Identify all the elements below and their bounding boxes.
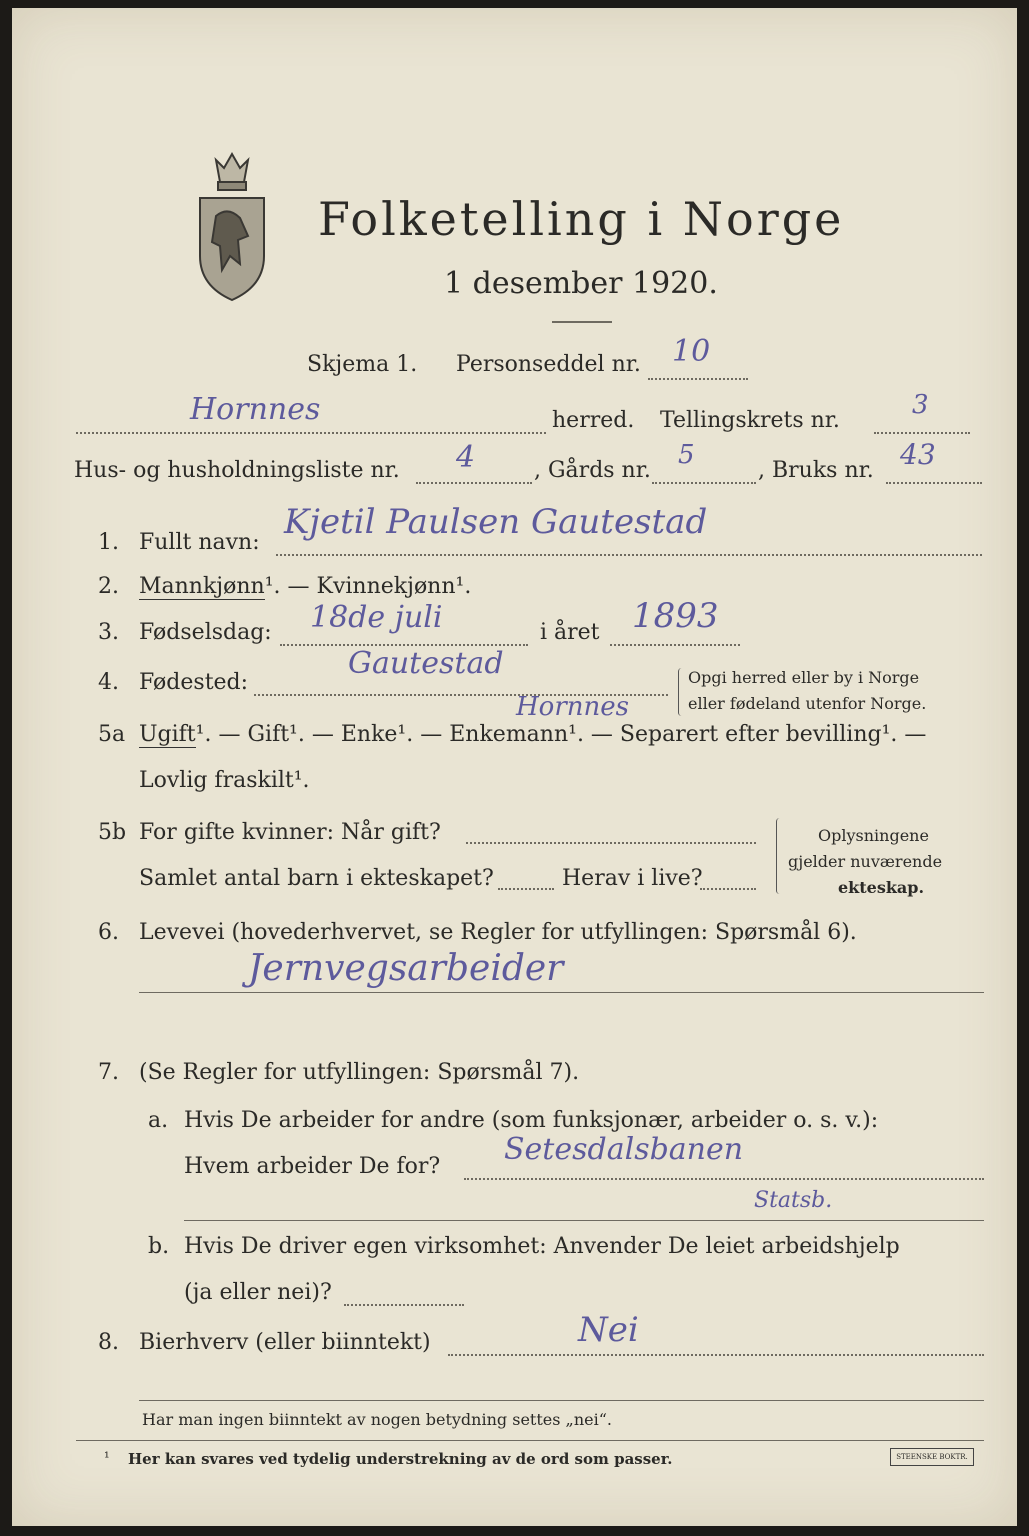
q7a-employer-2[interactable]: Statsb.	[754, 1188, 833, 1213]
q8-line-2	[139, 1400, 984, 1401]
q7b-label-2: (ja eller nei)?	[184, 1280, 332, 1305]
q3-year-line	[610, 644, 740, 646]
bruks-line	[886, 482, 982, 484]
q7a-number: a.	[148, 1108, 169, 1133]
q4-birthplace[interactable]: Gautestad	[348, 646, 504, 681]
form-title: Folketelling i Norge	[318, 192, 845, 246]
q3-year-label: i året	[540, 620, 600, 645]
bruks-label: , Bruks nr.	[758, 458, 874, 483]
q2-options	[139, 574, 471, 599]
q7a-line-2	[184, 1220, 984, 1221]
q5b-note-1: Oplysningene	[818, 826, 929, 845]
q4-number: 4.	[98, 670, 119, 695]
q5a-other-options[interactable]: . — Gift¹. — Enke¹. — Enkemann¹. — Separert efter bevilling¹. —	[204, 722, 927, 747]
q5a-line-2[interactable]: Lovlig fraskilt¹.	[139, 768, 310, 793]
gards-value[interactable]: 5	[678, 440, 695, 470]
personseddel-value[interactable]: 10	[672, 334, 711, 369]
q7a-line	[464, 1178, 984, 1180]
q7-label: (Se Regler for utfyllingen: Spørsmål 7).	[139, 1060, 580, 1085]
q7a-employer[interactable]: Setesdalsbanen	[504, 1132, 744, 1167]
hus-value[interactable]: 4	[456, 440, 476, 475]
q2-sup: ¹	[264, 574, 274, 599]
q6-line	[139, 992, 984, 993]
q1-line	[276, 554, 982, 556]
q1-full-name[interactable]: Kjetil Paulsen Gautestad	[284, 502, 708, 542]
printer-stamp: STEENSKE BOKTR.	[890, 1448, 974, 1466]
footer-divider	[76, 1440, 984, 1441]
schema-label: Skjema 1.	[307, 352, 418, 377]
gards-line	[652, 482, 756, 484]
q4-note-2: eller fødeland utenfor Norge.	[688, 694, 927, 713]
q8-value[interactable]: Nei	[578, 1310, 639, 1350]
q7a-label: Hvis De arbeider for andre (som funksjonær, arbeider o. s. v.):	[184, 1108, 879, 1133]
tellingskrets-label: Tellingskrets nr.	[660, 408, 840, 433]
q2-female-option[interactable]: Kvinnekjønn	[316, 574, 456, 599]
q4-birthplace-herred[interactable]: Hornnes	[516, 692, 629, 722]
footnote: Her kan svares ved tydelig understrekning av de ord som passer.	[128, 1450, 673, 1468]
herred-label: herred.	[552, 408, 635, 433]
q4-brace	[678, 668, 685, 716]
q3-birth-year[interactable]: 1893	[632, 596, 719, 636]
herred-value[interactable]: Hornnes	[190, 392, 321, 427]
q8-number: 8.	[98, 1330, 119, 1355]
gards-label: , Gårds nr.	[534, 458, 651, 483]
footer-note: Har man ingen biinntekt av nogen betydning settes „nei“.	[142, 1410, 612, 1429]
census-date: 1 desember 1920.	[444, 266, 718, 301]
q6-label: Levevei (hovederhvervet, se Regler for utfyllingen: Spørsmål 6).	[139, 920, 857, 945]
herred-line	[76, 432, 546, 434]
title-divider	[552, 321, 612, 323]
q7a-label-2: Hvem arbeider De for?	[184, 1154, 441, 1179]
q5b-note-3: ekteskap.	[838, 878, 925, 897]
q1-number: 1.	[98, 530, 119, 555]
q4-note-1: Opgi herred eller by i Norge	[688, 668, 920, 687]
q4-label: Fødested:	[139, 670, 249, 695]
q6-number: 6.	[98, 920, 119, 945]
q8-label: Bierhverv (eller biinntekt)	[139, 1330, 431, 1355]
q6-occupation[interactable]: Jernvegsarbeider	[248, 948, 564, 989]
q5a-options	[139, 722, 926, 747]
q2-end: .	[464, 574, 472, 599]
q7b-number: b.	[148, 1234, 170, 1259]
footnote-mark: ¹	[104, 1450, 110, 1466]
q7b-line	[344, 1304, 464, 1306]
q5b-line-1	[466, 842, 756, 844]
coat-of-arms-icon	[192, 146, 272, 304]
q5b-label-1: For gifte kvinner: Når gift?	[139, 820, 441, 845]
q5a-ugift-option[interactable]: Ugift	[139, 722, 196, 747]
q5b-label-2: Samlet antal barn i ekteskapet?	[139, 866, 494, 891]
q3-label: Fødselsdag:	[139, 620, 272, 645]
census-form	[12, 8, 1017, 1526]
q5b-brace	[776, 818, 783, 894]
q5a-ugift-sup: ¹	[195, 722, 205, 747]
tellingskrets-value[interactable]: 3	[912, 390, 929, 420]
personseddel-label: Personseddel nr.	[456, 352, 641, 377]
q2-male-option[interactable]: Mannkjønn	[139, 574, 265, 599]
q3-number: 3.	[98, 620, 119, 645]
q2-number: 2.	[98, 574, 119, 599]
q8-line	[448, 1354, 984, 1356]
q5a-number: 5a	[98, 722, 126, 747]
hus-line	[416, 482, 532, 484]
q3-birthdate[interactable]: 18de juli	[310, 600, 443, 635]
q5b-note-2: gjelder nuværende	[788, 852, 943, 871]
q1-label: Fullt navn:	[139, 530, 260, 555]
q7-number: 7.	[98, 1060, 119, 1085]
hus-label: Hus- og husholdningsliste nr.	[74, 458, 400, 483]
q5b-line-2	[498, 888, 554, 890]
bruks-value[interactable]: 43	[900, 438, 936, 471]
q5b-line-3	[700, 888, 756, 890]
q2-separator: . —	[273, 574, 317, 599]
tellingskrets-line	[874, 432, 970, 434]
q5b-number: 5b	[98, 820, 127, 845]
q2-sup-2: ¹	[455, 574, 465, 599]
q7b-label: Hvis De driver egen virksomhet: Anvender De leiet arbeidshjelp	[184, 1234, 900, 1259]
personseddel-line	[648, 378, 748, 380]
q5b-label-3: Herav i live?	[562, 866, 703, 891]
